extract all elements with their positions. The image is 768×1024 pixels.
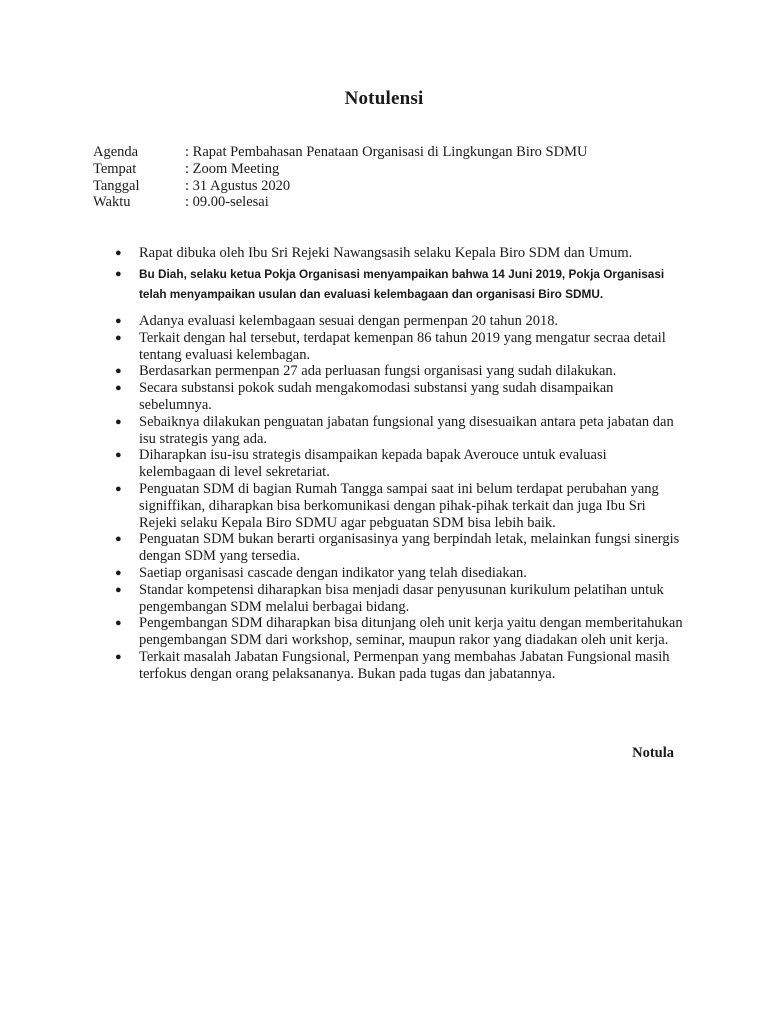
opening-bullet-list [93,245,683,304]
bullet-icon: ● [115,449,122,462]
bullet-icon: ● [115,331,122,344]
meta-value: : Zoom Meeting [185,160,280,177]
meta-label: Tempat [93,160,137,177]
meta-value: : Rapat Pembahasan Penataan Organisasi di Lingkungan Biro SDMU [185,144,588,160]
meta-row-tanggal [93,178,693,195]
list-item [93,245,683,262]
bullet-icon: ● [115,566,122,579]
bullet-icon: ● [115,415,122,428]
meta-row-agenda [93,144,693,161]
list-item [93,447,683,481]
list-item-text: Diharapkan isu-isu strategis disampaikan kepada bapak Averouce untuk evaluasi kelembagaan di level sekretariat. [139,447,607,481]
meta-value: : 31 Agustus 2020 [185,177,291,194]
meta-row-waktu [93,194,693,211]
bullet-icon: ● [115,482,122,495]
meeting-info [93,144,693,211]
list-item-text: Rapat dibuka oleh Ibu Sri Rejeki Nawangsasih selaku Kepala Biro SDM dan Umum. [139,245,633,261]
list-item-text: Penguatan SDM di bagian Rumah Tangga sampai saat ini belum terdapat perubahan yang signiffikan, diharapkan bisa berkomunikasi dengan pihak-pihak terkait dan juga Ibu Sri Rejeki selaku Kepala Biro SDMU agar pebguatan SDM bisa lebih baik. [139,480,659,531]
signature-label: Notula [632,745,674,761]
list-item-text: Adanya evaluasi kelembagaan sesuai dengan permenpan 20 tahun 2018. [139,313,559,329]
list-item-text: Saetiap organisasi cascade dengan indikator yang telah disediakan. [139,564,527,581]
list-item-text: Bu Diah, selaku ketua Pokja Organisasi menyampaikan bahwa 14 Juni 2019, Pokja Organisasi telah menyampaikan usulan dan evaluasi kelembagaan dan organisasi Biro SDMU. [139,266,665,301]
bullet-icon: ● [115,315,122,327]
bullet-icon: ● [115,583,122,596]
bullet-icon: ● [115,365,122,378]
list-item-text: Pengembangan SDM diharapkan bisa ditunjang oleh unit kerja yaitu dengan memberitahukan pengembangan SDM dari workshop, seminar, maupun rakor yang diadakan oleh unit kerja. [139,615,683,649]
bullet-icon: ● [115,533,122,546]
meta-row-tempat [93,161,693,178]
meta-label: Tanggal [93,177,140,194]
bullet-icon: ● [115,267,122,280]
list-item-text: Penguatan SDM bukan berarti organisasinya yang berpindah letak, melainkan fungsi sinergis dengan SDM yang tersedia. [139,531,680,565]
list-item [93,264,683,304]
list-item-text: Terkait dengan hal tersebut, terdapat kemenpan 86 tahun 2019 yang mengatur secraa detail tentang evaluasi kelembagan. [139,329,666,363]
list-item-text: Standar kompetensi diharapkan bisa menjadi dasar penyusunan kurikulum pelatihan untuk pengembangan SDM melalui berbagai bidang. [139,581,664,615]
list-item [93,414,683,448]
bullet-icon: ● [115,650,122,663]
list-item [93,330,683,364]
bullet-icon: ● [115,382,122,395]
meta-label: Waktu [93,194,131,211]
list-item [93,531,683,565]
list-item [93,582,683,616]
document-title: Notulensi [344,88,424,109]
list-item-text: Terkait masalah Jabatan Fungsional, Permenpan yang membahas Jabatan Fungsional masih terfokus dengan orang pelaksananya. Bukan pada tugas dan jabatannya. [139,648,670,682]
list-item [93,313,683,330]
bullet-icon: ● [115,617,122,630]
list-item [93,380,683,414]
meta-label: Agenda [93,144,139,160]
list-item [93,615,683,649]
list-item [93,649,683,683]
list-item [93,481,683,531]
list-item-text: Sebaiknya dilakukan penguatan jabatan fungsional yang disesuaikan antara peta jabatan dan isu strategis yang ada. [139,413,674,447]
discussion-bullet-list [93,313,683,683]
list-item [93,363,683,380]
list-item-text: Berdasarkan permenpan 27 ada perluasan fungsi organisasi yang sudah dilakukan. [139,363,617,380]
list-item-text: Secara substansi pokok sudah mengakomodasi substansi yang sudah disampaikan sebelumnya. [139,380,614,413]
meta-value: : 09.00-selesai [185,194,269,211]
list-item [93,565,683,582]
bullet-icon: ● [115,247,122,259]
